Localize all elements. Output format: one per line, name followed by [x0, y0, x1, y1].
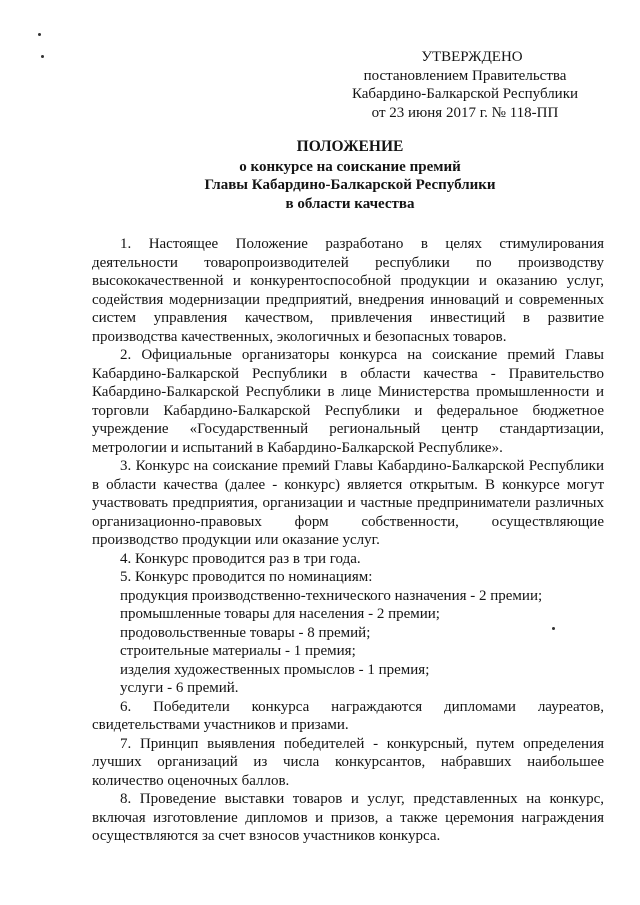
paragraph-2: 2. Официальные организаторы конкурса на соискание премий Главы Кабардино-Балкарской Республики в области качества - Правительство Кабардино-Балкарской Республики в лице Министерства промышленности и торговли Кабардино-Балкарской Республики и федеральное бюджетное учреждение «Государственный региональный центр стандартизации, метрологии и испытаний в Кабардино-Балкарской Республике».	[92, 347, 604, 456]
paragraph-6: 6. Победители конкурса награждаются дипломами лауреатов, свидетельствами участников и призами.	[92, 698, 604, 733]
nomination-item: изделия художественных промыслов - 1 премия;	[120, 661, 430, 678]
approval-line: постановлением Правительства	[363, 67, 567, 84]
scan-speck	[41, 55, 44, 58]
title-main: ПОЛОЖЕНИЕ	[296, 138, 404, 155]
paragraph-8: 8. Проведение выставки товаров и услуг, представленных на конкурс, включая изготовление дипломов и призов, а также церемония награждения осуществляются за счет взносов участников конкурса.	[92, 791, 604, 844]
title-line: о конкурсе на соискание премий	[239, 158, 461, 175]
nomination-item: строительные материалы - 1 премия;	[120, 643, 356, 659]
scan-speck	[38, 33, 41, 36]
paragraph-5: 5. Конкурс проводится по номинациям:	[120, 569, 373, 585]
paragraph-3: 3. Конкурс на соискание премий Главы Кабардино-Балкарской Республики в области качества (далее - конкурс) является открытым. В конкурсе могут участвовать предприятия, организации и частные предприниматели различных организационно-правовых форм собственности, осуществляющие производство продукции или оказание услуг.	[92, 458, 604, 548]
approval-stamp	[340, 48, 590, 122]
nomination-item: услуги - 6 премий.	[120, 680, 239, 696]
nomination-item: продовольственные товары - 8 премий;	[120, 624, 371, 641]
paragraph-7: 7. Принцип выявления победителей - конкурсный, путем определения лучших организаций из числа конкурсантов, набравших наибольшее количество оценочных баллов.	[92, 735, 604, 789]
document-title	[70, 138, 630, 213]
paragraph-4: 4. Конкурс проводится раз в три года.	[120, 550, 361, 567]
paragraph-1: 1. Настоящее Положение разработано в целях стимулирования деятельности товаропроизводителей республики по производству высококачественной и конкурентоспособной продукции и оказанию услуг, содействия модернизации предприятий, внедрения инноваций и современных систем управления качеством, привлечения инвестиций в развитие производства качественных, экологичных и безопасных товаров.	[92, 236, 604, 345]
nomination-item: промышленные товары для населения - 2 премии;	[120, 606, 440, 622]
document-body	[92, 235, 604, 846]
title-line: Главы Кабардино-Балкарской Республики	[204, 177, 496, 193]
approval-heading: УТВЕРЖДЕНО	[421, 49, 523, 65]
approval-line: Кабардино-Балкарской Республики	[351, 86, 579, 102]
approval-line: от 23 июня 2017 г. № 118-ПП	[371, 104, 559, 121]
nomination-item: продукция производственно-технического назначения - 2 премии;	[120, 587, 543, 604]
title-line: в области качества	[285, 195, 415, 212]
